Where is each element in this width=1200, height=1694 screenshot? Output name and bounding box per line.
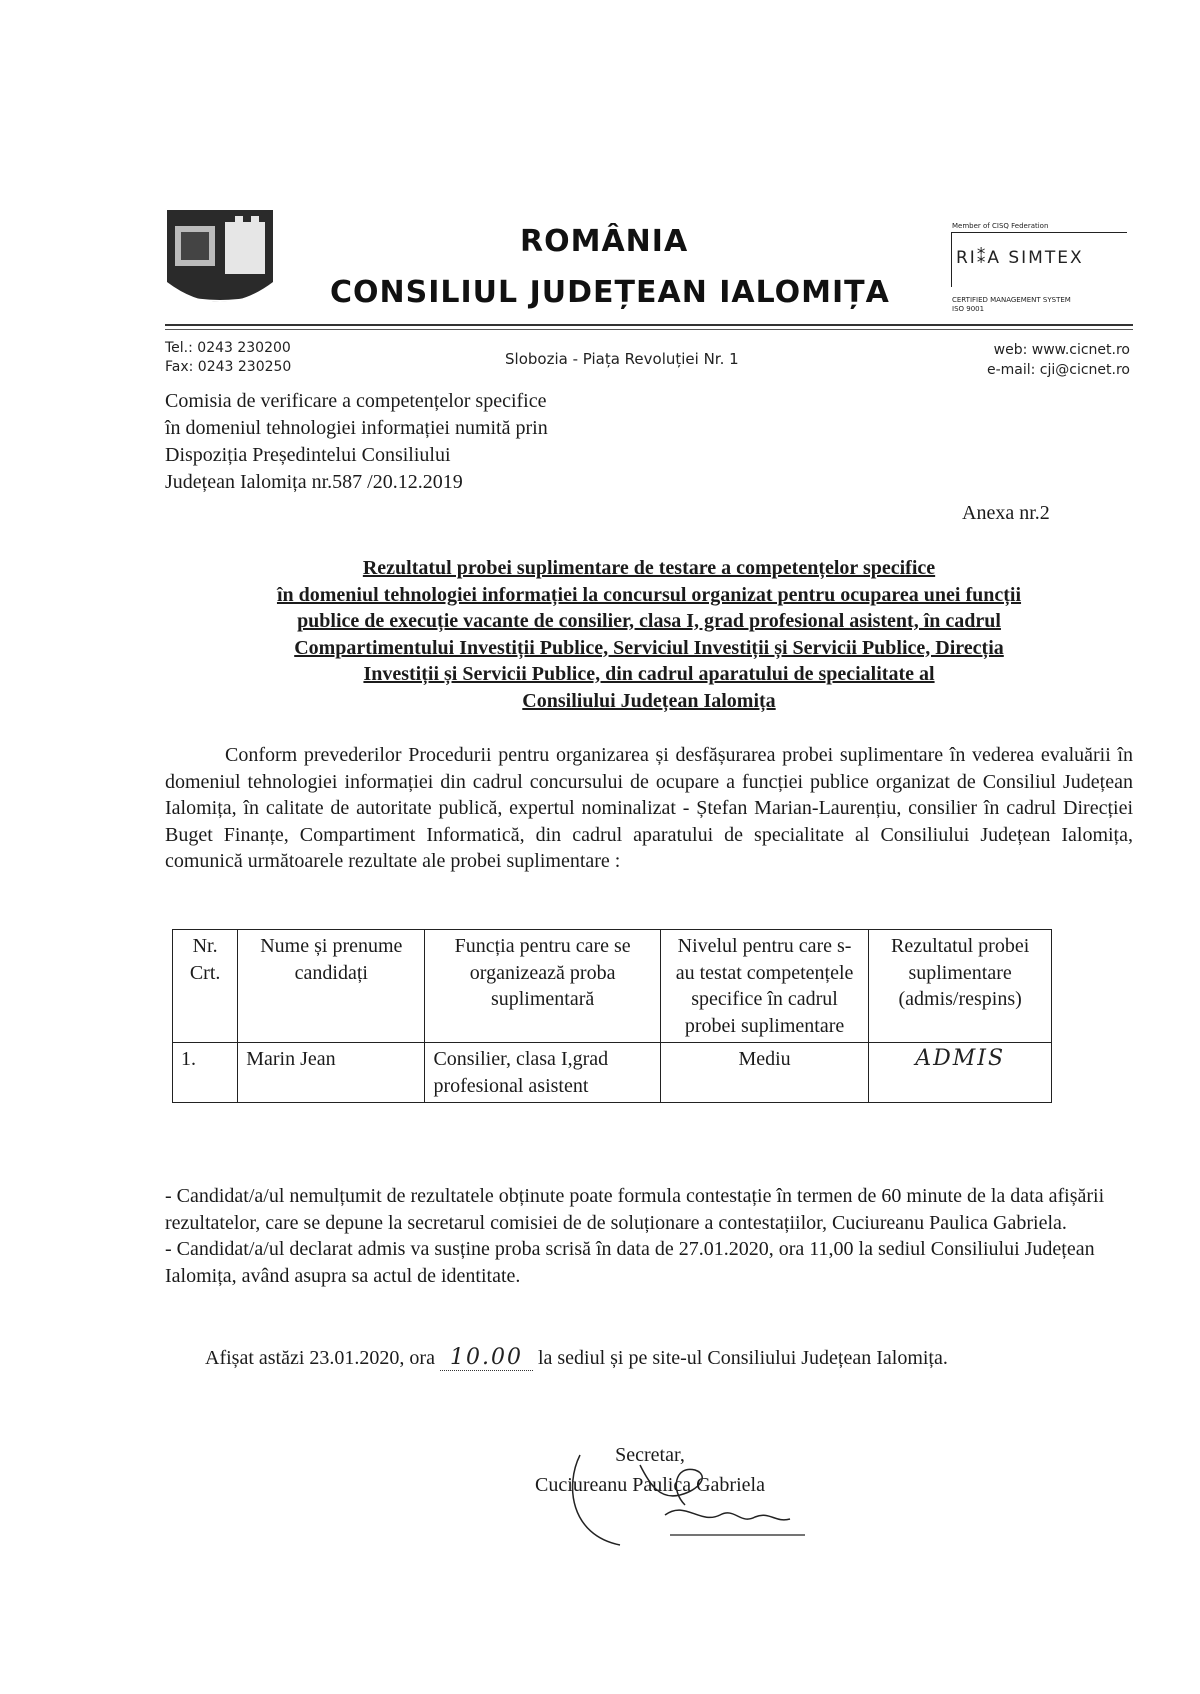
handwritten-signature [560, 1445, 810, 1555]
results-table [172, 929, 1052, 1103]
institution-title: CONSILIUL JUDEȚEAN IALOMIȚA [330, 275, 890, 310]
cell-level: Mediu [660, 1043, 868, 1103]
cell-result-handwritten: ADMIS [869, 1043, 1052, 1103]
col-header-name: Nume și prenume candidați [238, 930, 425, 1043]
contact-email: e-mail: cji@cicnet.ro [986, 362, 1130, 378]
commission-line: Dispoziția Președintelui Consiliului [165, 444, 451, 466]
signatory-role: Secretar, [615, 1444, 685, 1466]
county-crest-logo [165, 208, 275, 326]
contact-fax: Fax: 0243 230250 [165, 359, 292, 375]
heading-line: Compartimentului Investiții Publice, Serviciul Investiții și Servicii Publice, Direcția [294, 636, 1004, 659]
contact-address: Slobozia - Piața Revoluției Nr. 1 [505, 350, 739, 368]
col-header-nr: Nr. Crt. [173, 930, 238, 1043]
heading-line: Rezultatul probei suplimentare de testare a competențelor specifice [362, 557, 936, 579]
posted-text-before: Afișat astăzi 23.01.2020, ora [205, 1347, 440, 1369]
notes-block [165, 1183, 1133, 1289]
heading-line: Investiții și Servicii Publice, din cadrul aparatului de specialitate al [363, 663, 935, 685]
commission-line: Județean Ialomița nr.587 /20.12.2019 [165, 471, 463, 493]
document-heading [165, 555, 1133, 714]
annex-label: Anexa nr.2 [962, 502, 1050, 524]
cell-function: Consilier, clasa I,grad profesional asistent [425, 1043, 660, 1103]
cert-federation-label: Member of CISQ Federation [952, 222, 1049, 230]
table-header-row [173, 930, 1052, 1043]
cell-nr: 1. [173, 1043, 238, 1103]
note-written-exam: - Candidat/a/ul declarat admis va susține proba scrisă în data de 27.01.2020, ora 11,00 la sediul Consiliului Județean Ialomița, având asupra sa actul de identitate. [165, 1238, 1095, 1287]
heading-line: publice de execuție vacante de consilier, clasa I, grad profesional asistent, în cadrul [297, 610, 1001, 632]
country-title: ROMÂNIA [520, 224, 689, 259]
signatory-name: Cuciureanu Paulica Gabriela [535, 1474, 765, 1496]
col-header-result: Rezultatul probei suplimentare (admis/respins) [869, 930, 1052, 1043]
intro-paragraph: Conform prevederilor Procedurii pentru organizarea și desfășurarea probei suplimentare în vederea evaluării în domeniul tehnologiei informației din cadrul concursului de ocupare a funcției publice organizat de Consiliul Județean Ialomița, în calitate de autoritate publică, expertul nominalizat - Ștefan Marian-Laurențiu, consilier în cadrul Direcției Buget Finanțe, Compartiment Informatică, din cadrul aparatului de specialitate al Consiliului Județean Ialomița, comunică următoarele rezultate ale probei suplimentare : [165, 744, 1133, 872]
heading-line: Consiliului Județean Ialomița [522, 689, 776, 712]
col-header-function: Funcția pentru care se organizează proba suplimentară [425, 930, 660, 1043]
contact-web: web: www.cicnet.ro [993, 342, 1130, 358]
cert-iso-label: ISO 9001 [952, 305, 985, 313]
posted-text-after: la sediul și pe site-ul Consiliului Județean Ialomița. [532, 1347, 948, 1369]
header-divider-thin [165, 329, 1133, 330]
header-divider [165, 324, 1133, 326]
posted-hand-time: 10.00 [440, 1345, 533, 1371]
cell-name: Marin Jean [238, 1043, 425, 1103]
commission-line: Comisia de verificare a competențelor specifice [165, 390, 547, 412]
col-header-level: Nivelul pentru care s-au testat competențele specifice în cadrul probei suplimentare [660, 930, 868, 1043]
posted-statement [165, 1345, 1133, 1372]
heading-line: în domeniul tehnologiei informației la concursul organizat pentru ocuparea unei funcții [276, 583, 1022, 606]
cert-system-label: CERTIFIED MANAGEMENT SYSTEM [952, 296, 1071, 304]
commission-line: în domeniul tehnologiei informației numită prin [165, 417, 548, 439]
table-row [173, 1043, 1052, 1103]
commission-block [165, 388, 685, 496]
certification-logo: RI⁑A SIMTEX [956, 248, 1084, 268]
contact-phone: Tel.: 0243 230200 [165, 340, 291, 356]
note-contestation: - Candidat/a/ul nemulțumit de rezultatele obținute poate formula contestație în termen de 60 minute de la data afișării rezultatelor, care se depune la secretarul comisiei de de soluționare a contestațiilor, Cuciureanu Paulica Gabriela. [165, 1185, 1105, 1234]
